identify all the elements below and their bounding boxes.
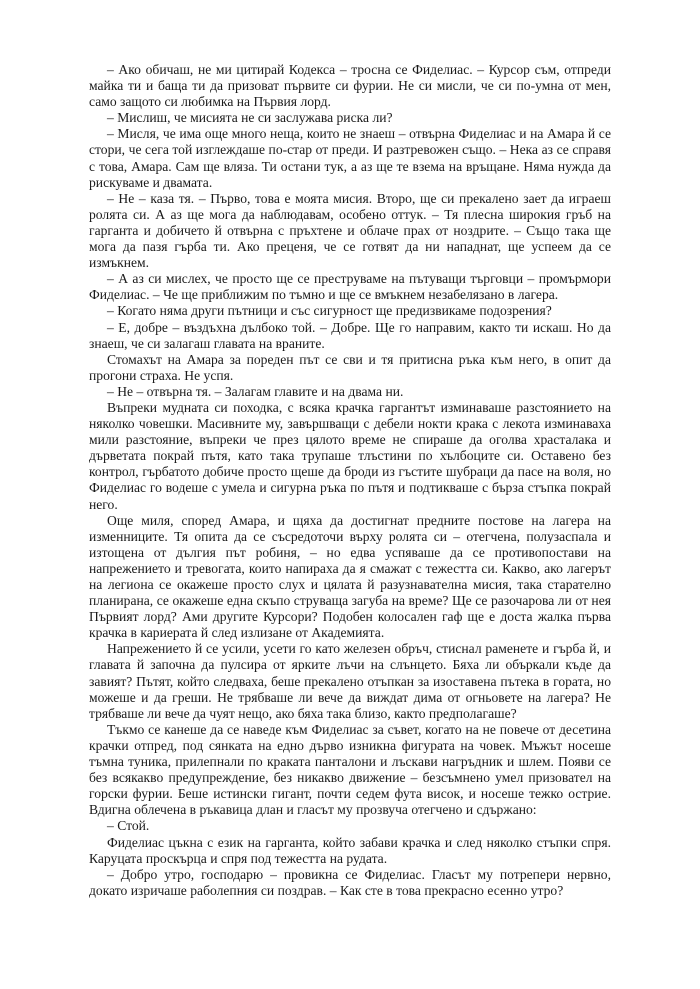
paragraph: Напрежението й се усили, усети го като железен обръч, стиснал раменете и гърба й, и главата й започна да пулсира от ярките лъчи на слънцето. Бяха ли объркали къде да завият? Пътят, който следваха, беше прекалено отъпкан за изоставена пътека в гората, но можеше и да греши. Не трябваше ли вече да виждат дима от огньовете на лагера? Не трябваше ли вече да чуят нещо, ако бяха така близо, както предполагаше? bbox=[89, 641, 611, 721]
paragraph: – А аз си мислех, че просто ще се преструваме на пътуващи търговци – промърмори Фиделиас. – Че ще приближим по тъмно и ще се вмъкнем незабелязано в лагера. bbox=[89, 271, 611, 303]
body-text bbox=[89, 62, 611, 899]
paragraph: Въпреки мудната си походка, с всяка крачка гаргантът изминаваше разстоянието на няколко човешки. Масивните му, завършващи с дебели нокти крака с лекота изминаваха мили разстояние, въпреки че през цялото време не спираше да оголва храсталака и дърветата покрай пътя, като така трупаше тлъстини по хълбоците си. Оставено без контрол, гърбатото добиче просто щеше да броди из гъстите шубраци да пасе на воля, но Фиделиас го водеше с умела и сигурна ръка по пътя и подтикваше с бърза стъпка покрай него. bbox=[89, 399, 611, 512]
paragraph: – Добро утро, господарю – провикна се Фиделиас. Гласът му потрепери нервно, докато изричаше раболепния си поздрав. – Как сте в това прекрасно есенно утро? bbox=[89, 866, 611, 898]
paragraph: – Ако обичаш, не ми цитирай Кодекса – тросна се Фиделиас. – Курсор съм, отпреди майка ти и баща ти да призоват първите си фурии. Не си мисли, че си по-умна от мен, само защото си любимка на Първия лорд. bbox=[89, 62, 611, 110]
paragraph: Фиделиас цъкна с език на гарганта, който забави крачка и след няколко стъпки спря. Каруцата проскърца и спря под тежестта на рудата. bbox=[89, 834, 611, 866]
paragraph: – Е, добре – въздъхна дълбоко той. – Добре. Ще го направим, както ти искаш. Но да знаеш, че си залагаш главата на враните. bbox=[89, 319, 611, 351]
paragraph: – Не – каза тя. – Първо, това е моята мисия. Второ, ще си прекалено зает да играеш ролята си. А аз ще мога да наблюдавам, особено оттук. – Тя плесна широкия гръб на гарганта и добичето й отвърна с пръхтене и облаче прах от ноздрите. – Също така ще мога да пазя гърба ти. Ако преценя, че се готвят да ни нападнат, ще успеем да се измъкнем. bbox=[89, 190, 611, 271]
paragraph: – Когато няма други пътници и със сигурност ще предизвикаме подозрения? bbox=[107, 303, 552, 319]
paragraph: – Не – отвърна тя. – Залагам главите и на двама ни. bbox=[107, 383, 404, 399]
paragraph: Стомахът на Амара за пореден път се сви и тя притисна ръка към него, в опит да прогони страха. Не успя. bbox=[89, 351, 611, 383]
paragraph: – Мислиш, че мисията не си заслужава риска ли? bbox=[107, 110, 393, 126]
paragraph: – Мисля, че има още много неща, които не знаеш – отвърна Фиделиас и на Амара й се стори, че сега той изглеждаше по-стар от преди. И разтревожен също. – Нека аз се справя с това, Амара. Сам ще вляза. Ти остани тук, а аз ще те взема на връщане. Няма нужда да рискуваме и двамата. bbox=[89, 126, 611, 190]
paragraph: Още миля, според Амара, и щяха да достигнат предните постове на лагера на изменниците. Тя опита да се съсредоточи върху ролята си – отегчена, полузаспала и изтощена от дългия път робиня, – но едва успяваше да се противопостави на напрежението и тревогата, които напираха да я смажат с тежестта си. Какво, ако лагерът на легиона се окажеше просто слух и цялата й разузнавателна мисия, така старателно планирана, се окажеше една скъпо струваща загуба на време? Ще се разочарова ли от нея Първият лорд? Ами другите Курсори? Подобен колосален гаф ще е доста жалка първа крачка в кариерата й след излизане от Академията. bbox=[89, 512, 611, 641]
paragraph: – Стой. bbox=[107, 818, 150, 834]
paragraph: Тъкмо се канеше да се наведе към Фиделиас за съвет, когато на не повече от десетина крачки отпред, под сянката на едно дърво изникна фигурата на човек. Мъжът носеше тъмна туника, прилепнали по краката панталони и лъскави нагръдник и шлем. Появи се без всякакво предупреждение, без никакво движение – безсъмнено умел призовател на горски фурии. Беше истински гигант, почти седем фута висок, и носеше тежко острие. Вдигна облечена в ръкавица длан и гласът му прозвуча отегчено и сдържано: bbox=[89, 721, 611, 818]
